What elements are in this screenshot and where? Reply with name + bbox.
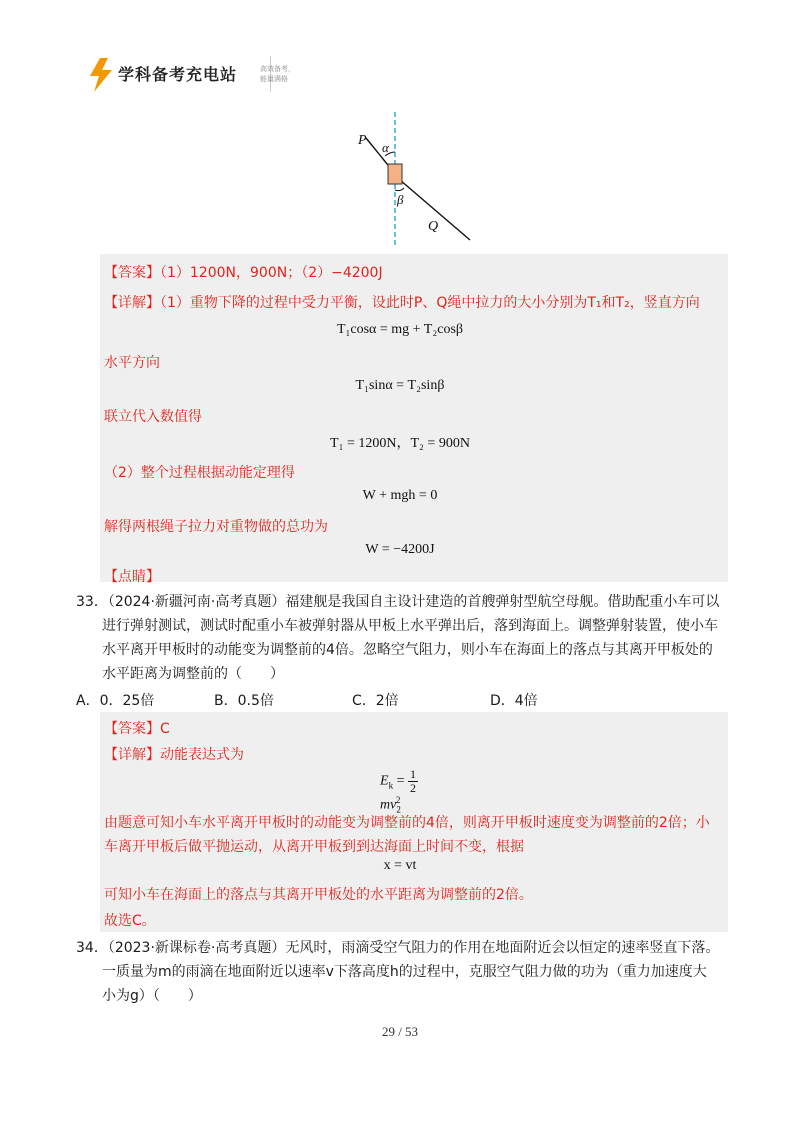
answer-value: C (160, 721, 170, 737)
q34-line1: 34．（2023·新课标卷·高考真题）无风时，雨滴受空气阻力的作用在地面附近会以恒定的速率竖直下落。 (76, 940, 720, 956)
option-c[interactable]: C．2倍 (352, 693, 399, 709)
label-alpha: α (382, 140, 389, 155)
q33-number: 33． (76, 594, 108, 610)
q33-options (76, 690, 736, 714)
q34-line3: 小为g）（ ） (102, 988, 202, 1004)
equation-3: T₁ = 1200N，T₂ = 900N (330, 436, 470, 451)
q33-para2: 车离开甲板后做平抛运动，从离开甲板到到达海面上时间不变，根据 (104, 839, 524, 855)
horizontal-label: 水平方向 (104, 355, 160, 371)
q33-line4: 水平距离为调整前的（ ） (102, 666, 284, 682)
part2-label: （2）整个过程根据动能定理得 (104, 465, 295, 481)
logo-text: 学科备考充电站 (118, 65, 238, 84)
answer-tag: 【答案】 (104, 265, 160, 281)
label-p: P (358, 133, 367, 148)
label-beta: β (397, 192, 404, 207)
page-number: 29 / 53 (381, 1024, 419, 1039)
option-d[interactable]: D．4倍 (490, 693, 538, 709)
logo-slogan: 高效备考，能量满格 (260, 65, 295, 83)
lightning-bolt-icon (88, 58, 114, 92)
q34-line2: 一质量为m的雨滴在地面附近以速率v下落高度h的过程中，克服空气阻力做的功为（重力加速度大 (102, 964, 707, 980)
equation-x-vt: x = vt (383, 858, 417, 873)
q33-line3: 水平离开甲板时的动能变为调整前的4倍。忽略空气阻力，则小车在海面上的落点与其离开甲板处的 (102, 642, 713, 658)
solve-label: 解得两根绳子拉力对重物做的总功为 (104, 519, 328, 535)
combine-label: 联立代入数值得 (104, 409, 202, 425)
equation-1: T₁cosα = mg + T₂cosβ (336, 322, 464, 337)
rope-diagram (340, 108, 480, 248)
detail-text: （1）重物下降的过程中受力平衡，设此时P、Q绳中拉力的大小分别为T₁和T₂，竖直方向 (160, 295, 700, 311)
q32-detail-line (104, 292, 700, 312)
q33-detail-line (104, 744, 244, 764)
comment-tag: 【点睛】 (104, 569, 160, 585)
equation-5: W = −4200J (365, 542, 435, 557)
equation-4: W + mgh = 0 (362, 488, 438, 503)
q33-choose: 故选C。 (104, 913, 156, 929)
beta-arc (395, 188, 404, 191)
question-34 (76, 936, 736, 1008)
detail-tag: 【详解】 (104, 747, 160, 763)
q34-number: 34． (76, 940, 108, 956)
question-33 (76, 590, 736, 686)
q33-answer-line (104, 718, 170, 738)
kinetic-energy-equation: $E_k$ = $\frac{1}{2}$ $mv_2^2$ (380, 767, 416, 815)
equation-2: T₁sinα = T₂sinβ (355, 378, 445, 393)
detail-intro: 动能表达式为 (160, 747, 244, 763)
answer-text: （1）1200N，900N；（2）−4200J (160, 265, 383, 281)
q33-para1: 由题意可知小车水平离开甲板时的动能变为调整前的4倍，则离开甲板时速度变为调整前的2倍；小 (104, 815, 710, 831)
answer-tag: 【答案】 (104, 721, 160, 737)
label-q: Q (428, 219, 439, 234)
detail-tag: 【详解】 (104, 295, 160, 311)
q32-answer-line (104, 262, 383, 282)
q33-line2: 进行弹射测试，测试时配重小车被弹射器从甲板上水平弹出后，落到海面上。调整弹射装置，使小车 (102, 618, 718, 634)
weight-block (388, 164, 402, 184)
option-b[interactable]: B．0.5倍 (214, 693, 274, 709)
q33-para3: 可知小车在海面上的落点与其离开甲板处的水平距离为调整前的2倍。 (104, 887, 533, 903)
q33-line1: 33．（2024·新疆河南·高考真题）福建舰是我国自主设计建造的首艘弹射型航空母舰。借助配重小车可以 (76, 594, 720, 610)
site-logo (80, 52, 295, 96)
option-a[interactable]: A．0．25倍 (76, 693, 155, 709)
